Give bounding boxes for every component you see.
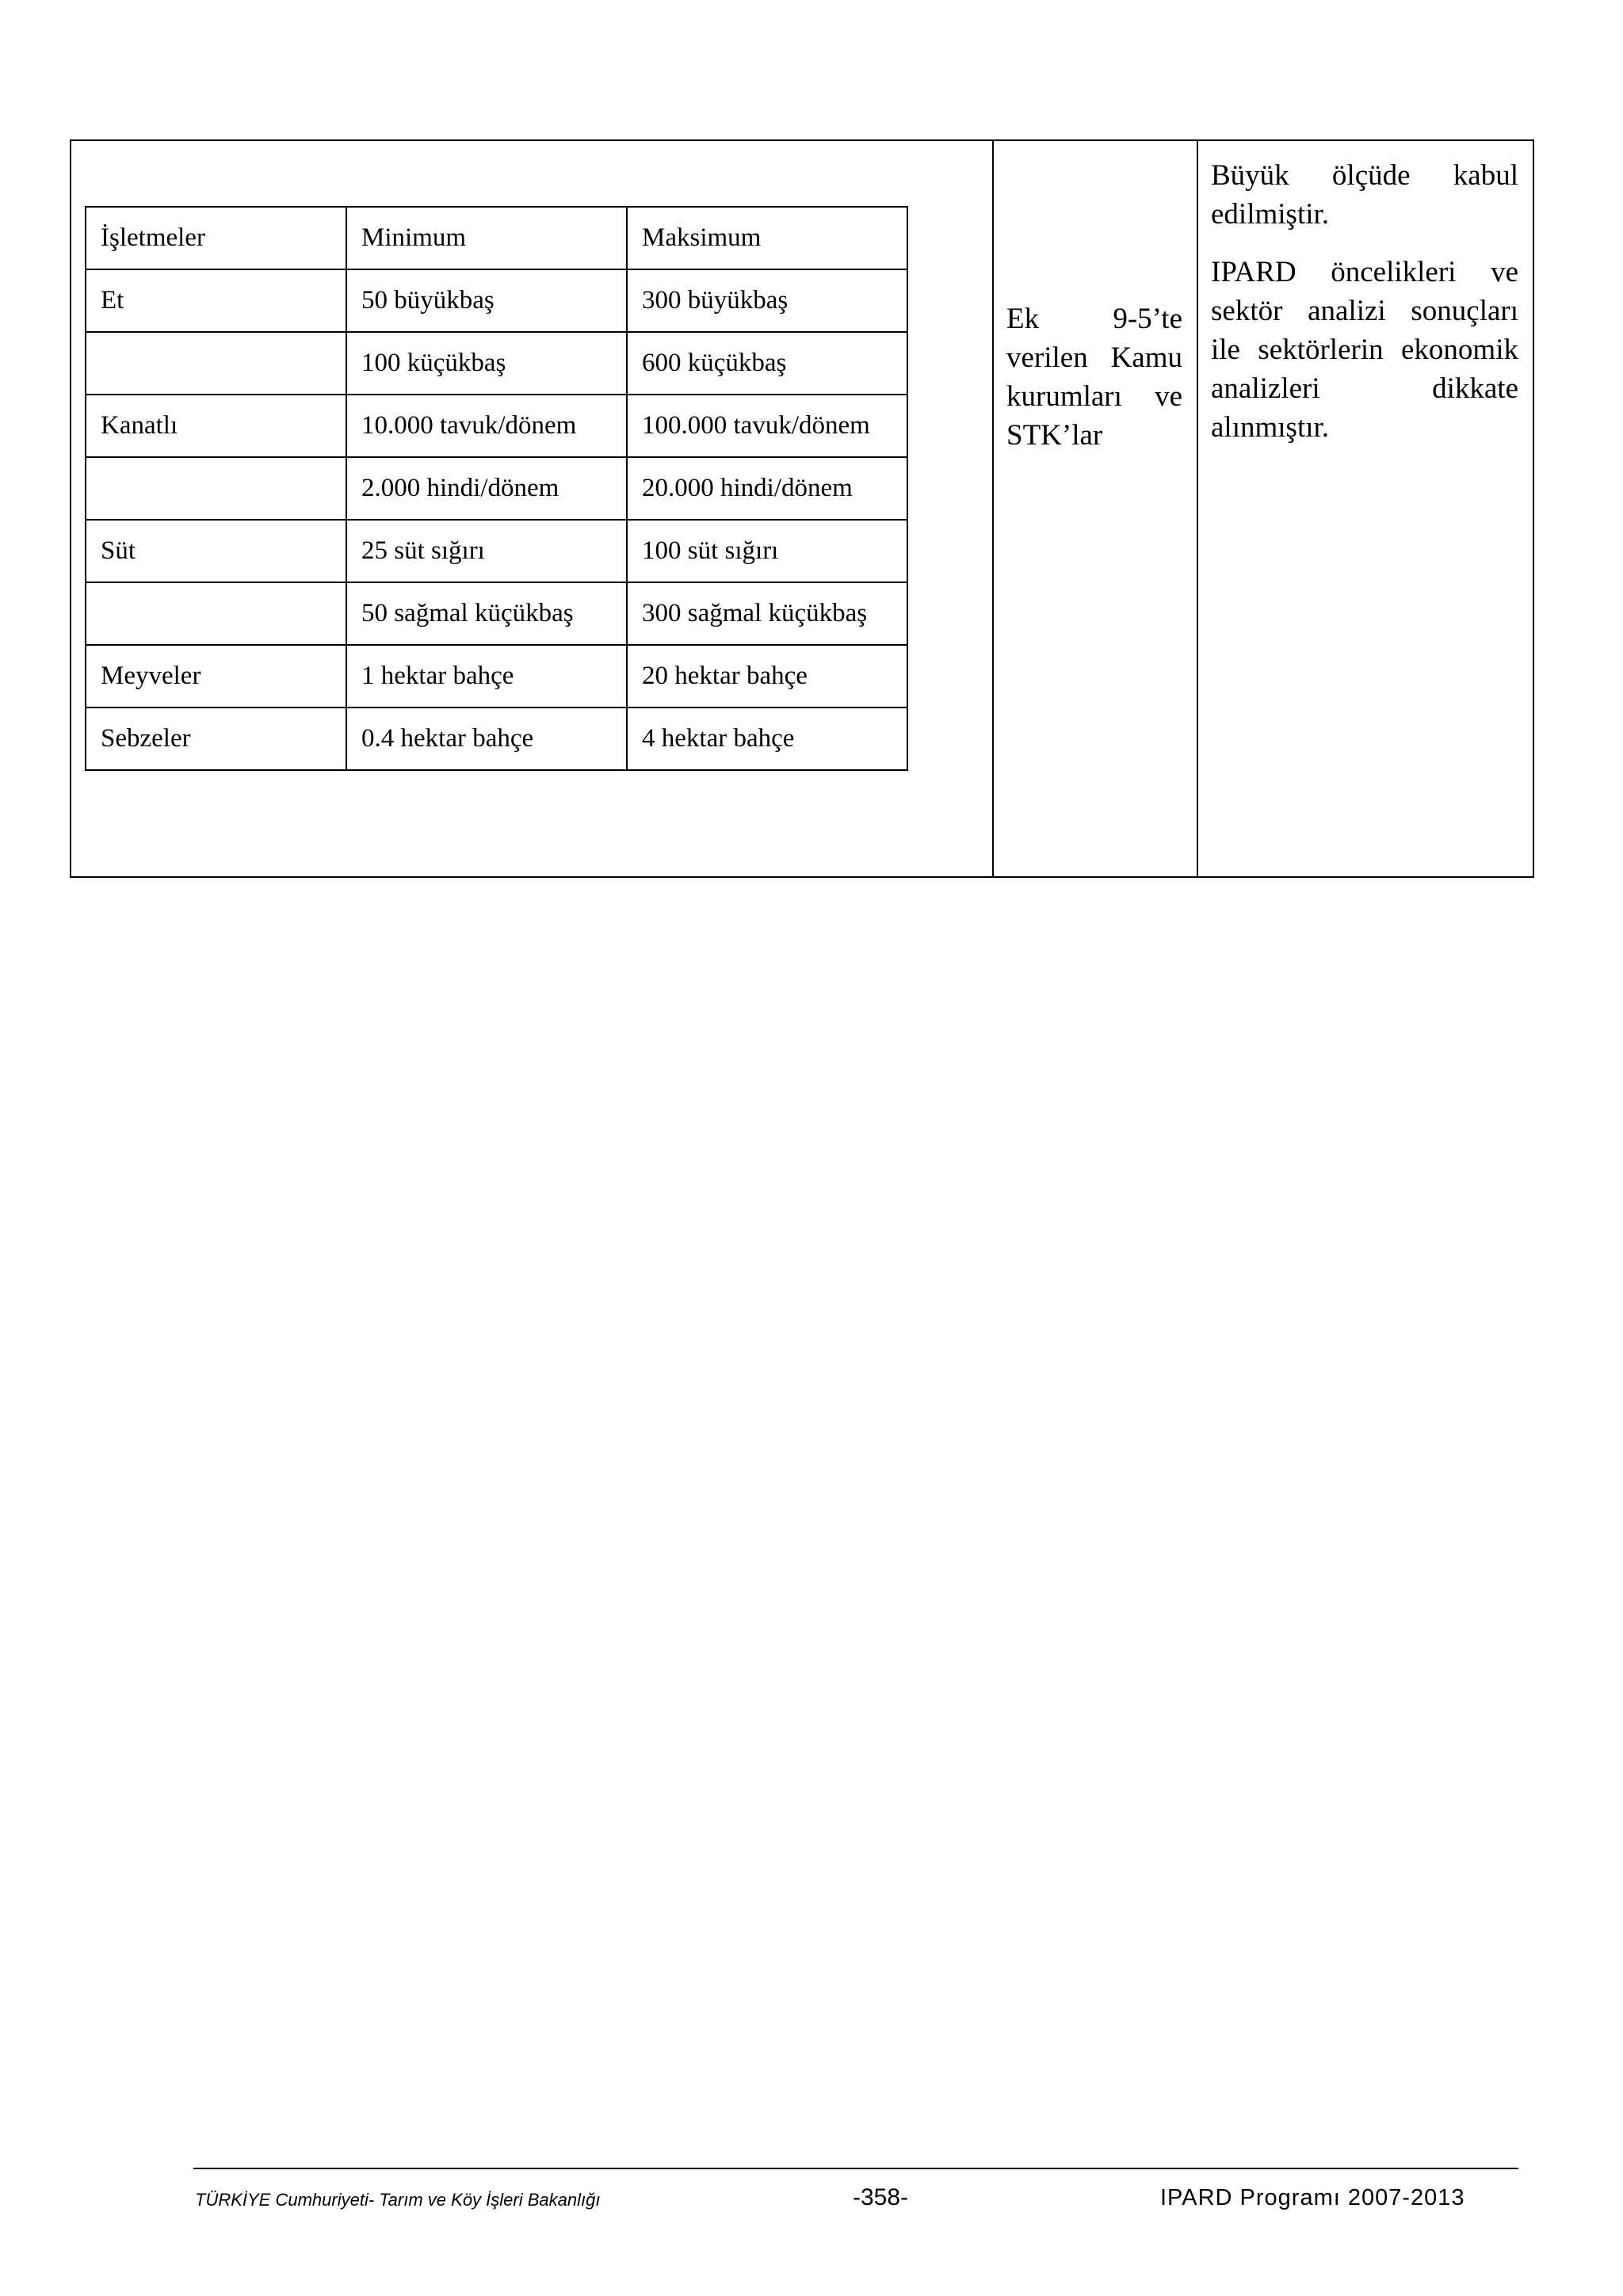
table-cell: 10.000 tavuk/dönem xyxy=(346,395,627,457)
response-cell xyxy=(1211,156,1518,466)
table-cell: 100 küçükbaş xyxy=(346,332,627,395)
table-cell xyxy=(86,582,346,645)
table-header-cell: İşletmeler xyxy=(86,207,346,269)
table-cell: Et xyxy=(86,269,346,332)
table-cell xyxy=(86,332,346,395)
table-cell: 100.000 tavuk/dönem xyxy=(627,395,907,457)
table-row xyxy=(86,457,907,520)
table-cell: 600 küçükbaş xyxy=(627,332,907,395)
table-row xyxy=(86,707,907,770)
table-cell: Sebzeler xyxy=(86,707,346,770)
column-divider xyxy=(1197,141,1198,876)
table-cell: Süt xyxy=(86,520,346,582)
footer-program-title: IPARD Programı 2007-2013 xyxy=(1160,2185,1465,2210)
table-cell: 20.000 hindi/dönem xyxy=(627,457,907,520)
table-cell: 25 süt sığırı xyxy=(346,520,627,582)
table-row xyxy=(86,645,907,707)
table-row xyxy=(86,332,907,395)
table-cell: 300 sağmal küçükbaş xyxy=(627,582,907,645)
table-cell: 50 sağmal küçükbaş xyxy=(346,582,627,645)
table-header-cell: Maksimum xyxy=(627,207,907,269)
table-cell: 50 büyükbaş xyxy=(346,269,627,332)
table-cell: 2.000 hindi/dönem xyxy=(346,457,627,520)
table-cell: 4 hektar bahçe xyxy=(627,707,907,770)
table-cell: 1 hektar bahçe xyxy=(346,645,627,707)
table-cell: 100 süt sığırı xyxy=(627,520,907,582)
table-row xyxy=(86,582,907,645)
table-row xyxy=(86,395,907,457)
table-cell xyxy=(86,457,346,520)
response-paragraph: Büyük ölçüde kabul edilmiştir. xyxy=(1211,159,1518,231)
table-cell: 300 büyükbaş xyxy=(627,269,907,332)
table-header-cell: Minimum xyxy=(346,207,627,269)
table-cell: Kanatlı xyxy=(86,395,346,457)
stakeholders-cell: Ek 9-5’te verilen Kamu kurumları ve STK’lar xyxy=(1006,303,1182,452)
table-row xyxy=(86,269,907,332)
column-divider xyxy=(992,141,994,876)
page-number: -358- xyxy=(853,2184,909,2210)
footer-divider xyxy=(193,2168,1518,2169)
response-paragraph: IPARD öncelikleri ve sektör analizi sonuçları ile sektörlerin ekonomik analizleri dikkate alınmıştır. xyxy=(1211,256,1518,444)
table-header-row xyxy=(86,207,907,269)
table-cell: 20 hektar bahçe xyxy=(627,645,907,707)
table-cell: 0.4 hektar bahçe xyxy=(346,707,627,770)
footer-ministry: TÜRKİYE Cumhuriyeti- Tarım ve Köy İşleri Bakanlığı xyxy=(195,2190,601,2210)
table-row xyxy=(86,520,907,582)
table-cell: Meyveler xyxy=(86,645,346,707)
enterprise-size-table xyxy=(85,206,908,771)
